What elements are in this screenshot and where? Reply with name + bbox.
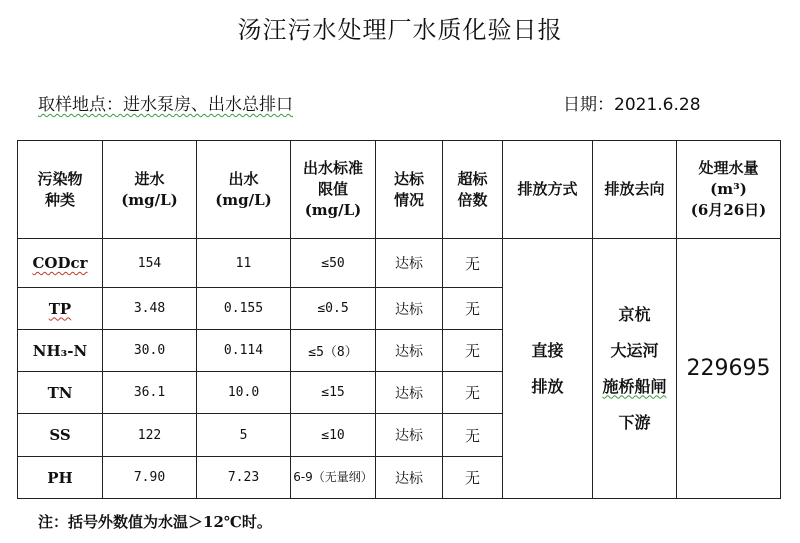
- sampling-location-text: 取样地点：进水泵房、出水总排口: [38, 95, 293, 115]
- table-row: [18, 239, 781, 288]
- header-inflow: [103, 141, 197, 239]
- pollutant-name-text: TP: [48, 299, 72, 318]
- outflow-value: 10.0: [197, 372, 291, 414]
- header-volume-line1: 处理水量: [698, 159, 759, 177]
- header-exceed-line2: 倍数: [457, 190, 488, 209]
- pollutant-name: SS: [18, 414, 103, 457]
- inflow-value: 36.1: [103, 372, 197, 414]
- pollutant-name: NH₃-N: [18, 330, 103, 372]
- limit-value: ≤15: [291, 372, 376, 414]
- discharge-method-line2: 排放: [531, 376, 564, 396]
- limit-value: ≤5（8）: [291, 330, 376, 372]
- inflow-value: 7.90: [103, 457, 197, 499]
- report-title: 汤汪污水处理厂水质化验日报: [237, 16, 563, 44]
- header-volume-line2: (m³): [710, 180, 747, 198]
- header-outflow-line1: 出水: [228, 169, 259, 188]
- header-treated-volume: [677, 141, 781, 239]
- pollutant-name: TN: [18, 372, 103, 414]
- header-exceed: [443, 141, 503, 239]
- destination-line3: 施桥船闸: [602, 376, 667, 396]
- outflow-value: 0.155: [197, 288, 291, 330]
- header-row: [18, 141, 781, 239]
- header-compliance: [376, 141, 443, 239]
- exceed-value: 无: [443, 288, 503, 330]
- discharge-method-line1: 直接: [531, 340, 564, 360]
- destination-line2: 大运河: [610, 340, 659, 360]
- header-compliance-line2: 情况: [393, 190, 424, 209]
- limit-value: 6-9（无量纲）: [291, 457, 376, 499]
- destination-line4: 下游: [618, 412, 651, 432]
- compliance-value: 达标: [376, 372, 443, 414]
- header-exceed-line1: 超标: [457, 169, 488, 188]
- header-standard-line2: 限值: [317, 180, 348, 198]
- discharge-destination-cell: [593, 239, 677, 499]
- pollutant-name: [18, 239, 103, 288]
- pollutant-name: PH: [18, 457, 103, 499]
- header-pollutant-line1: 污染物: [37, 169, 83, 188]
- header-pollutant: [18, 141, 103, 239]
- exceed-value: 无: [443, 414, 503, 457]
- limit-value: ≤10: [291, 414, 376, 457]
- header-pollutant-line2: 种类: [44, 190, 75, 209]
- compliance-value: 达标: [376, 239, 443, 288]
- header-discharge-method: 排放方式: [503, 141, 593, 239]
- header-outflow: [197, 141, 291, 239]
- header-compliance-line1: 达标: [393, 169, 424, 188]
- inflow-value: 30.0: [103, 330, 197, 372]
- compliance-value: 达标: [376, 330, 443, 372]
- header-volume-line3: (6月26日): [690, 201, 767, 219]
- footnote: 注：括号外数值为水温＞12℃时。: [38, 513, 272, 531]
- compliance-value: 达标: [376, 288, 443, 330]
- treated-volume-value: 229695: [677, 239, 781, 499]
- header-standard-line3: (mg/L): [304, 201, 362, 219]
- limit-value: ≤0.5: [291, 288, 376, 330]
- header-discharge-destination: 排放去向: [593, 141, 677, 239]
- header-inflow-line2: (mg/L): [121, 190, 178, 209]
- header-standard-line1: 出水标准: [302, 159, 363, 177]
- compliance-value: 达标: [376, 457, 443, 499]
- outflow-value: 11: [197, 239, 291, 288]
- sampling-location: [38, 90, 293, 115]
- water-quality-table: [17, 140, 781, 499]
- header-standard-limit: [291, 141, 376, 239]
- inflow-value: 154: [103, 239, 197, 288]
- limit-value: ≤50: [291, 239, 376, 288]
- pollutant-name: [18, 288, 103, 330]
- header-outflow-line2: (mg/L): [215, 190, 272, 209]
- inflow-value: 122: [103, 414, 197, 457]
- exceed-value: 无: [443, 372, 503, 414]
- report-date: 日期：2021.6.28: [563, 95, 701, 115]
- destination-line1: 京杭: [618, 304, 651, 324]
- discharge-method-cell: [503, 239, 593, 499]
- exceed-value: 无: [443, 330, 503, 372]
- exceed-value: 无: [443, 239, 503, 288]
- compliance-value: 达标: [376, 414, 443, 457]
- inflow-value: 3.48: [103, 288, 197, 330]
- outflow-value: 5: [197, 414, 291, 457]
- exceed-value: 无: [443, 457, 503, 499]
- pollutant-name-text: CODcr: [32, 254, 88, 272]
- header-inflow-line1: 进水: [134, 169, 165, 188]
- outflow-value: 7.23: [197, 457, 291, 499]
- outflow-value: 0.114: [197, 330, 291, 372]
